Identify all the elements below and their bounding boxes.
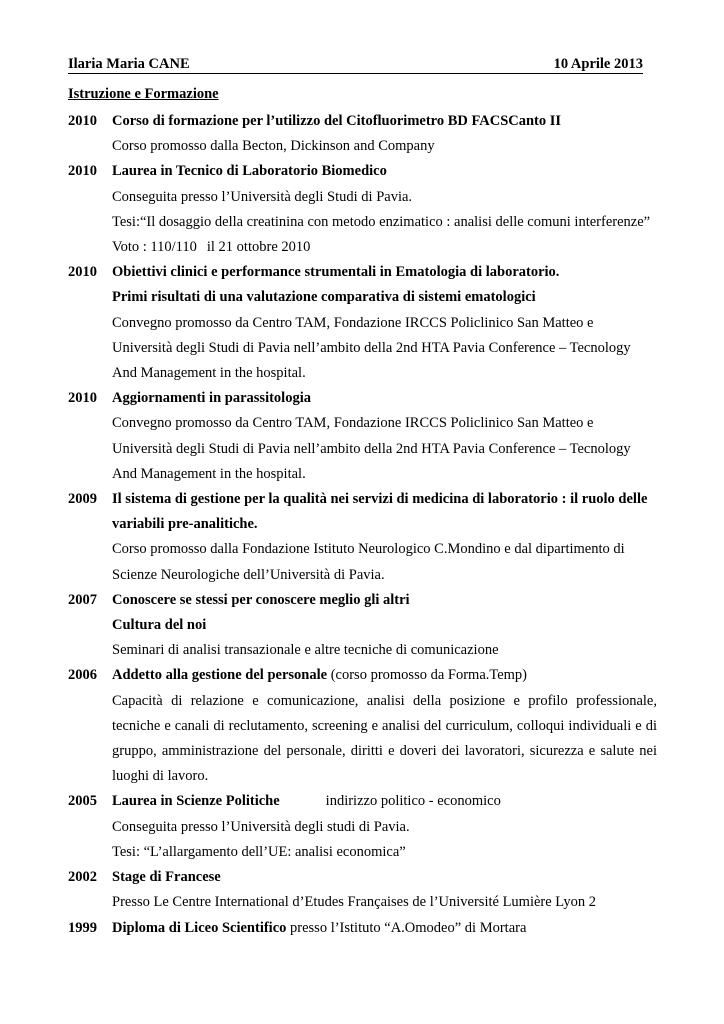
entry-year: 2010 [68, 390, 97, 407]
entry-detail: Tesi: “L’allargamento dell’UE: analisi economica” [112, 843, 406, 860]
grade-value: Voto : 110/110 [112, 239, 197, 256]
entry-detail: Università degli Studi di Pavia nell’ambito della 2nd HTA Pavia Conference – Tecnology [112, 339, 631, 356]
education-entry [68, 663, 657, 789]
entry-title: Il sistema di gestione per la qualità nei servizi di medicina di laboratorio : il ruolo delle [112, 491, 648, 508]
entry-title: Diploma di Liceo Scientifico [112, 919, 287, 936]
education-entry [68, 260, 657, 386]
entry-title-suffix: (corso promosso da Forma.Temp) [327, 667, 528, 684]
entry-title-row [112, 663, 657, 688]
entry-title: Cultura del noi [112, 617, 207, 634]
entry-year: 2010 [68, 163, 97, 180]
entry-detail: Corso promosso dalla Becton, Dickinson and Company [112, 138, 435, 155]
entry-title-row [112, 916, 657, 941]
candidate-name: Ilaria Maria CANE [68, 56, 190, 72]
entry-title: Laurea in Tecnico di Laboratorio Biomedico [112, 163, 387, 180]
education-entry [68, 109, 657, 159]
education-entry [68, 588, 657, 664]
entry-title: Conoscere se stessi per conoscere meglio gli altri [112, 591, 410, 608]
entry-grade [112, 235, 657, 260]
entry-title-row [112, 789, 657, 814]
entry-title: Obiettivi clinici e performance strumentali in Ematologia di laboratorio. [112, 264, 560, 281]
entry-title: Primi risultati di una valutazione comparativa di sistemi ematologici [112, 289, 536, 306]
entry-detail: And Management in the hospital. [112, 465, 306, 482]
entry-detail: Conseguita presso l’Università degli Studi di Pavia. [112, 188, 413, 205]
education-list [68, 109, 657, 941]
document-header [68, 55, 643, 74]
grade-date: il 21 ottobre 2010 [206, 239, 311, 256]
entry-year: 2002 [68, 869, 97, 886]
entry-detail: Università degli Studi di Pavia nell’ambito della 2nd HTA Pavia Conference – Tecnology [112, 440, 631, 457]
education-entry [68, 865, 657, 915]
entry-detail: Conseguita presso l’Università degli studi di Pavia. [112, 818, 410, 835]
education-entry [68, 789, 657, 865]
entry-title: Corso di formazione per l’utilizzo del Citofluorimetro BD FACSCanto II [112, 113, 562, 129]
entry-title: variabili pre-analitiche. [112, 516, 258, 533]
entry-year: 2006 [68, 667, 97, 684]
entry-title: Aggiornamenti in parassitologia [112, 390, 311, 407]
entry-title-suffix: indirizzo politico - economico [325, 793, 501, 810]
entry-title: Addetto alla gestione del personale [112, 667, 328, 684]
entry-detail: Convegno promosso da Centro TAM, Fondazione IRCCS Policlinico San Matteo e [112, 314, 594, 331]
entry-detail: Tesi:“Il dosaggio della creatinina con metodo enzimatico : analisi delle comuni interferenze” [112, 213, 651, 230]
entry-detail: Presso Le Centre International d’Etudes Françaises de l’Université Lumière Lyon 2 [112, 894, 596, 911]
entry-detail: Seminari di analisi transazionale e altre tecniche di comunicazione [112, 642, 499, 659]
education-entry [68, 487, 657, 588]
document-date: 10 Aprile 2013 [553, 56, 643, 72]
entry-detail: And Management in the hospital. [112, 365, 306, 382]
education-entry [68, 916, 657, 941]
education-entry [68, 386, 657, 487]
entry-year: 2010 [68, 113, 97, 129]
entry-title: Stage di Francese [112, 869, 221, 886]
entry-year: 2009 [68, 491, 97, 508]
section-title: Istruzione e Formazione [68, 86, 219, 102]
entry-title: Laurea in Scienze Politiche [112, 793, 280, 810]
entry-title-suffix: presso l’Istituto “A.Omodeo” di Mortara [286, 919, 527, 936]
entry-detail: Corso promosso dalla Fondazione Istituto Neurologico C.Mondino e dal dipartimento di [112, 541, 625, 558]
entry-year: 2010 [68, 264, 97, 281]
entry-detail: Convegno promosso da Centro TAM, Fondazione IRCCS Policlinico San Matteo e [112, 415, 594, 432]
entry-year: 2005 [68, 793, 97, 810]
entry-paragraph: Capacità di relazione e comunicazione, analisi della posizione e profilo professionale, tecniche e canali di reclutamento, screening e analisi del curriculum, colloqui individuali e di gruppo, amministrazione del personale, diritti e doveri dei lavoratori, sicurezza e salute nei luoghi di lavoro. [112, 692, 657, 785]
education-entry [68, 159, 657, 260]
entry-year: 1999 [68, 919, 97, 936]
entry-year: 2007 [68, 591, 97, 608]
entry-detail: Scienze Neurologiche dell’Università di Pavia. [112, 566, 385, 583]
